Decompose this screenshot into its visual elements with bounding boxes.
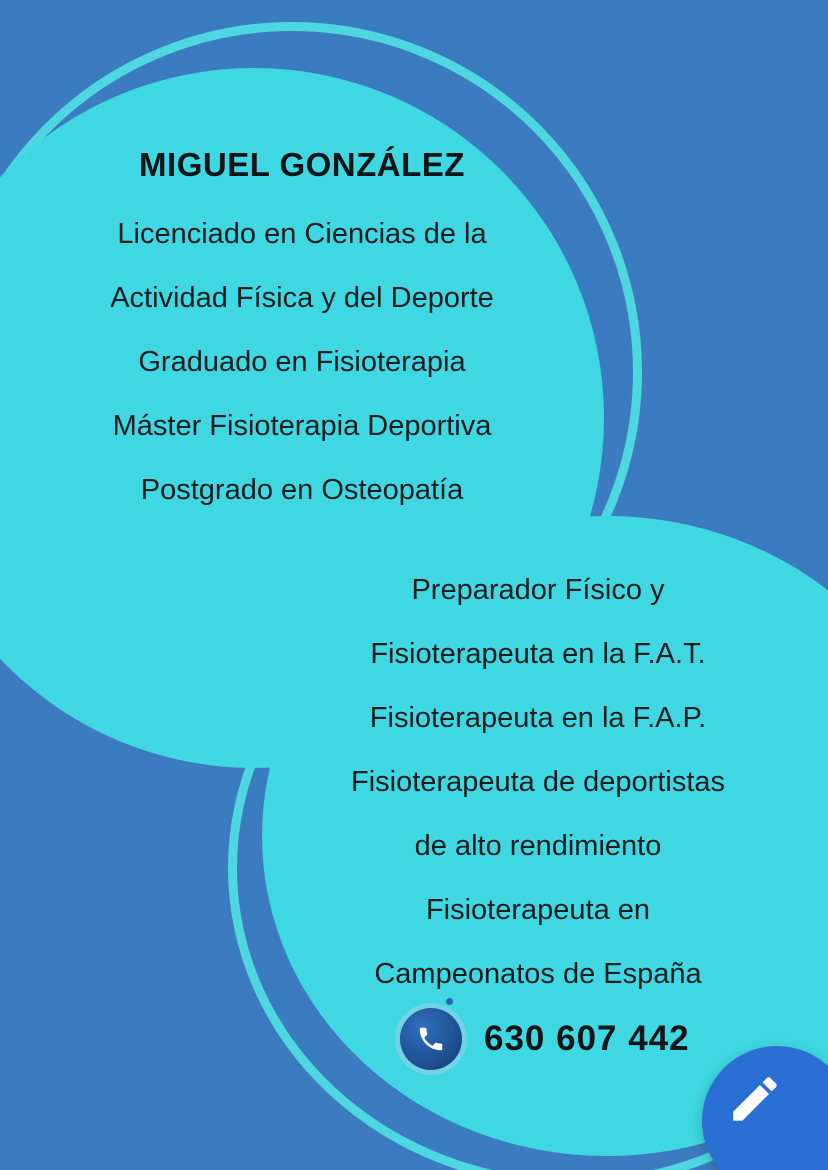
experience-line: Fisioterapeuta en la F.A.T.: [370, 638, 706, 670]
experience-line: Fisioterapeuta en la F.A.P.: [369, 702, 707, 734]
experience-line: Fisioterapeuta en: [425, 894, 651, 926]
qualification-line: Postgrado en Osteopatía: [140, 474, 464, 506]
experience-line: Fisioterapeuta de deportistas: [351, 766, 725, 798]
qualification-line: Actividad Física y del Deporte: [110, 282, 494, 314]
contact-row: [400, 1008, 690, 1070]
compose-pencil-icon: [726, 1070, 784, 1133]
qualification-line: Licenciado en Ciencias de la: [117, 218, 487, 250]
phone-icon: [400, 1008, 462, 1070]
phone-number[interactable]: 630 607 442: [484, 1019, 690, 1058]
experience-line: de alto rendimiento: [414, 830, 662, 862]
qualifications-block: [12, 146, 592, 522]
qualification-line: Máster Fisioterapia Deportiva: [112, 410, 492, 442]
experience-line: Campeonatos de España: [374, 958, 702, 990]
experience-line: Preparador Físico y: [411, 574, 665, 606]
qualification-line: Graduado en Fisioterapia: [138, 346, 466, 378]
phone-icon-dot: [446, 998, 453, 1005]
person-name: MIGUEL GONZÁLEZ: [139, 146, 465, 183]
experience-block: [258, 558, 818, 1006]
